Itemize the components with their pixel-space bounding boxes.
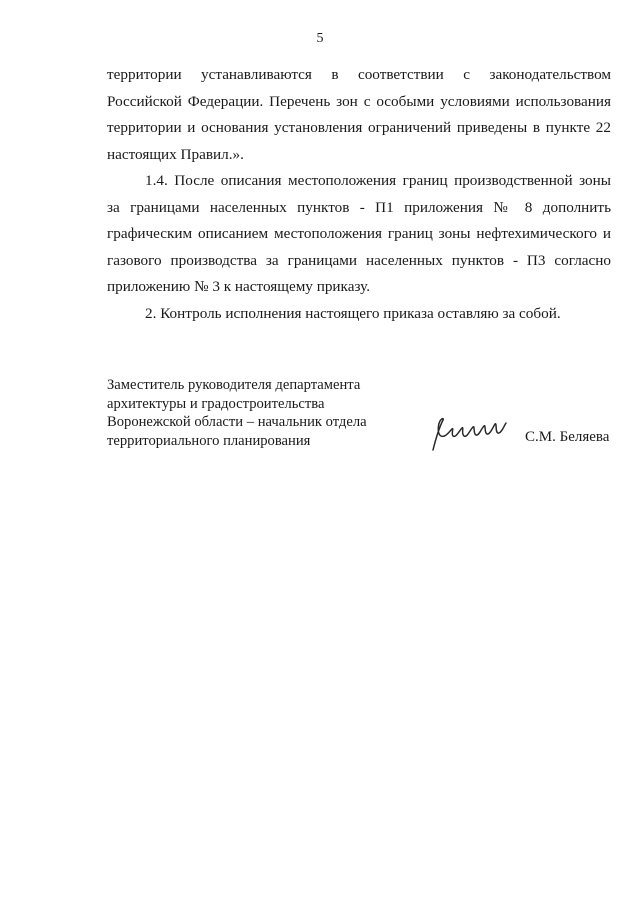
signer-title: [107, 376, 367, 450]
page-number: 5: [316, 31, 324, 46]
paragraph-item-1-4: 1.4. После описания местоположения границ производственной зоны за границами населенных пунктов - П1 приложения № 8 дополнить графическим описанием местоположения границ зоны нефтехимического и газового производства за границами населенных пунктов - П3 согласно приложению № 3 к настоящему приказу.: [107, 172, 611, 295]
signer-name: С.М. Беляева: [525, 429, 610, 445]
signer-title-line: архитектуры и градостроительства: [107, 395, 325, 412]
signer-title-line: территориального планирования: [107, 432, 311, 449]
signer-title-line: Воронежской области – начальник отдела: [107, 414, 367, 430]
signature-block: [107, 376, 617, 466]
paragraph-item-2: 2. Контроль исполнения настоящего приказа оставляю за собой.: [145, 304, 561, 322]
document-body: [107, 62, 611, 327]
handwritten-signature: [425, 414, 525, 454]
signer-title-line: Заместитель руководителя департамента: [107, 377, 361, 393]
paragraph-continuation: территории устанавливаются в соответствии с законодательством Российской Федерации. Перечень зон с особыми условиями использования территории и основания установления ограничений приведены в пункте 22 настоящих Правил.».: [107, 66, 611, 163]
